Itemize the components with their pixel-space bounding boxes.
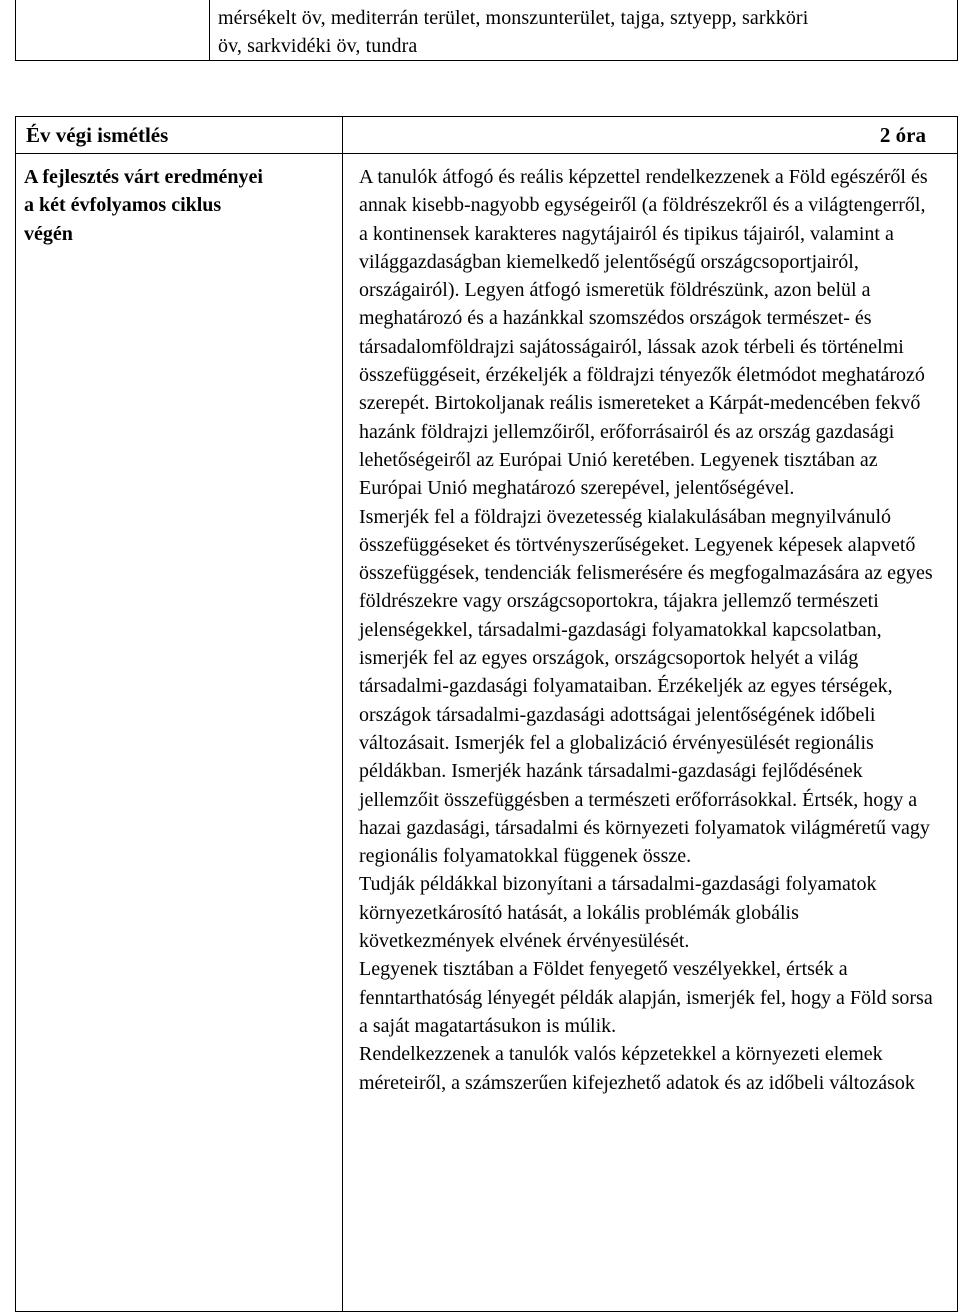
continuation-row: [16, 0, 958, 61]
continuation-text-line-1: mérsékelt öv, mediterrán terület, monszunterület, tajga, sztyepp, sarkköri: [218, 7, 809, 29]
outcome-label-line-3: végén: [24, 222, 73, 245]
outcome-paragraph: Tudják példákkal bizonyítani a társadalmi-gazdasági folyamatok környezetkárosító hatását, a lokális problémák globális következmények elvének érvényesülését.: [359, 873, 877, 953]
outcome-label-line-1: A fejlesztés várt eredményei: [24, 166, 263, 188]
section-table: [15, 116, 958, 1312]
section-title: Év végi ismétlés: [16, 117, 343, 154]
outcome-paragraph: Rendelkezzenek a tanulók valós képzetekkel a környezeti elemek méreteiről, a számszerűen kifejezhető adatok és az időbeli változások: [359, 1043, 915, 1094]
outcome-row: [16, 154, 958, 1312]
outcome-text-cell: [343, 154, 958, 1312]
continuation-table: [15, 0, 958, 61]
section-header-row: [16, 117, 958, 154]
section-hours: 2 óra: [343, 117, 958, 154]
continuation-text-line-2: öv, sarkvidéki öv, tundra: [218, 35, 418, 57]
outcome-paragraph: Legyenek tisztában a Földet fenyegető veszélyekkel, értsék a fenntarthatóság lényegét példák alapján, ismerjék fel, hogy a Föld sorsa a saját magatartásukon is múlik.: [359, 958, 933, 1037]
outcome-paragraph: Ismerjék fel a földrajzi övezetesség kialakulásában megnyilvánuló összefüggéseket és törtvényszerűségeket. Legyenek képesek alapvető összefüggések, tendenciák felismerésére és megfogalmazására az egyes földrészekre vagy országcsoportokra, tájakra jellemző természeti jelenségekkel, társadalmi-gazdasági folyamatokkal kapcsolatban, ismerjék fel az egyes országok, országcsoportok helyét a világ társadalmi-gazdasági folyamataiban. Érzékeljék az egyes térségek, országok társadalmi-gazdasági adottságai jelentőségének időbeli változásait. Ismerjék fel a globalizáció érvényesülését regionális példákban. Ismerjék hazánk társadalmi-gazdasági fejlődésének jellemzőit összefüggésben a természeti erőforrásokkal. Értsék, hogy a hazai gazdasági, társadalmi és környezeti folyamatok világméretű vagy regionális folyamatokkal függenek össze.: [359, 505, 933, 868]
outcome-label-line-2: a két évfolyamos ciklus: [24, 194, 222, 217]
continuation-right-cell: [210, 0, 958, 61]
continuation-left-cell: [16, 0, 210, 61]
outcome-label-cell: [16, 154, 343, 1312]
outcome-paragraph: A tanulók átfogó és reális képzettel rendelkezzenek a Föld egészéről és annak kisebb-nagyobb egységeiről (a földrészekről és a világtengerről, a kontinensek karakteres nagytájairól és tipikus tájairól, valamint a világgazdaságban kiemelkedő jelentőségű országcsoportjairól, országairól). Legyen átfogó ismeretük földrészünk, azon belül a meghatározó és a hazánkkal szomszédos országok természet- és társadalomföldrajzi sajátosságairól, lássak azok térbeli és történelmi összefüggéseit, érzékeljék a földrajzi tényezők életmódot meghatározó szerepét. Birtokoljanak reális ismereteket a Kárpát-medencében fekvő hazánk földrajzi jellemzőiről, erőforrásairól és az ország gazdasági lehetőségeiről az Európai Unió keretében. Legyenek tisztában az Európai Unió meghatározó szerepével, jelentőségével.: [359, 166, 928, 500]
